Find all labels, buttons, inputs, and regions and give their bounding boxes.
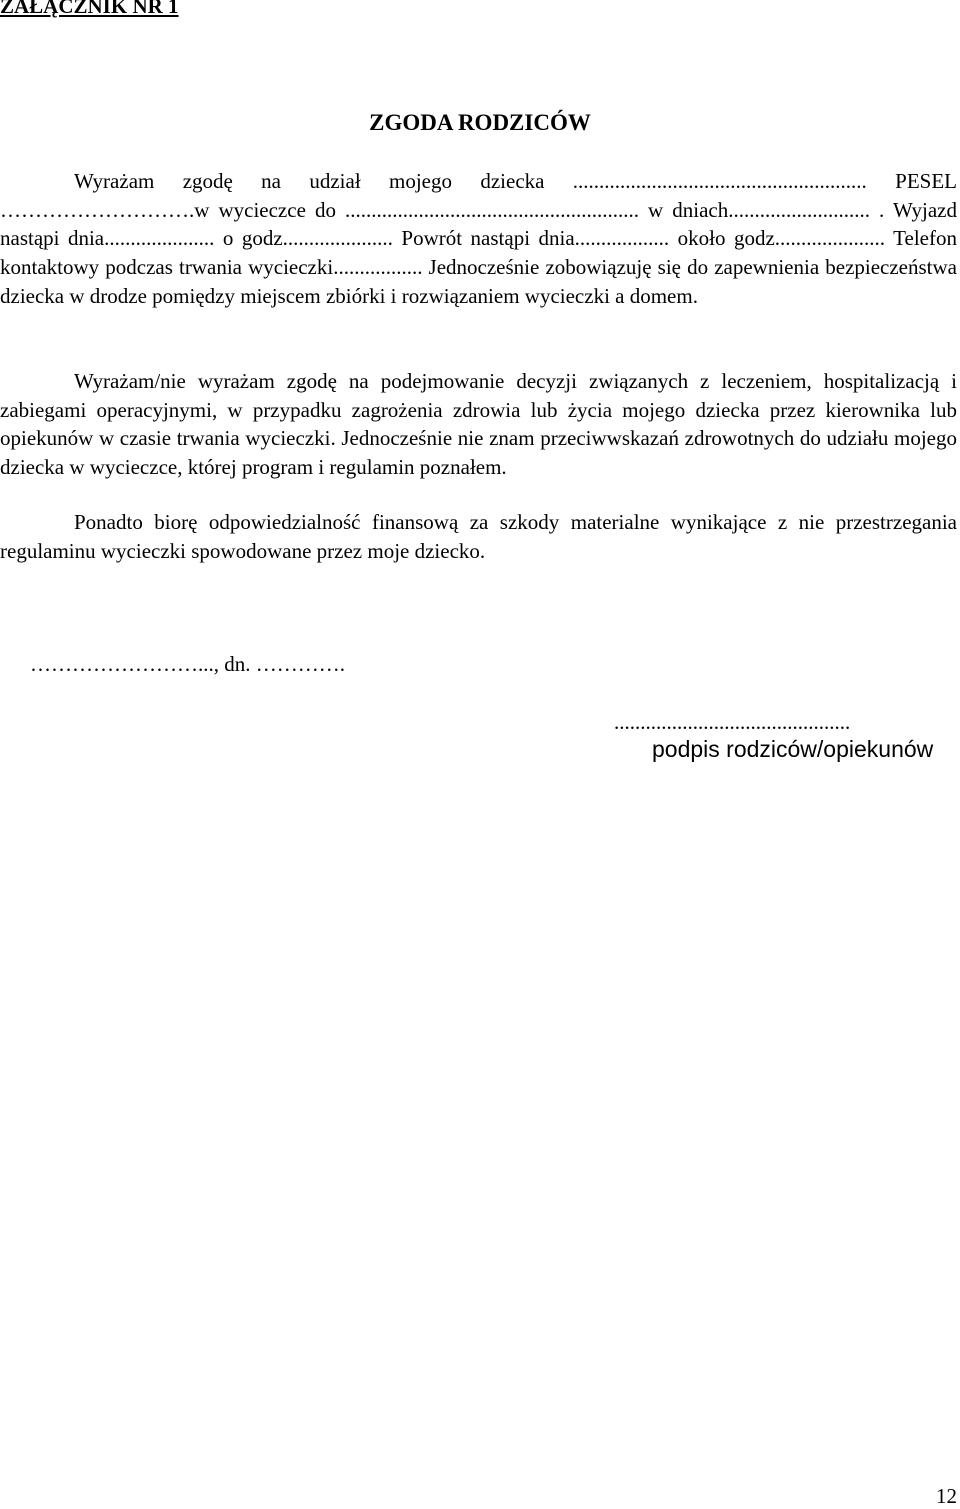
annex-title: ZAŁĄCZNIK NR 1 (0, 0, 179, 18)
signature-label: podpis rodziców/opiekunów (652, 736, 934, 762)
consent-paragraph-2 (0, 367, 957, 482)
signature-line: ............................................. (614, 710, 851, 734)
paragraph-1-text: Wyrażam zgodę na udział mojego dziecka ........................................................ PESEL ……………………….w wycieczce do ........................................................ w dniach........................... . Wyjazd nastąpi dnia..................... o godz..................... Powrót nastąpi dnia.................. około godz..................... Telefon kontaktowy podczas trwania wycieczki................. Jednocześnie zobowiązuję się do zapewnienia bezpieczeństwa dziecka w drodze pomiędzy miejscem zbiórki i rozwiązaniem wycieczki a domem. (0, 169, 957, 308)
document-title: ZGODA RODZICÓW (369, 110, 591, 135)
consent-paragraph-3 (0, 508, 957, 565)
paragraph-3-text: Ponadto biorę odpowiedzialność finansową za szkody materialne wynikające z nie przestrzegania regulaminu wycieczki spowodowane przez moje dziecko. (0, 510, 957, 563)
page-number: 12 (936, 1484, 957, 1508)
paragraph-2-text: Wyrażam/nie wyrażam zgodę na podejmowanie decyzji związanych z leczeniem, hospitalizacją i zabiegami operacyjnymi, w przypadku zagrożenia zdrowia lub życia mojego dziecka przez kierownika lub opiekunów w czasie trwania wycieczki. Jednocześnie nie znam przeciwwskazań zdrowotnych do udziału mojego dziecka w wycieczce, której program i regulamin poznałem. (0, 369, 957, 480)
place-date-line: ……………………..., dn. …………. (30, 652, 345, 676)
consent-paragraph-1 (0, 167, 957, 311)
